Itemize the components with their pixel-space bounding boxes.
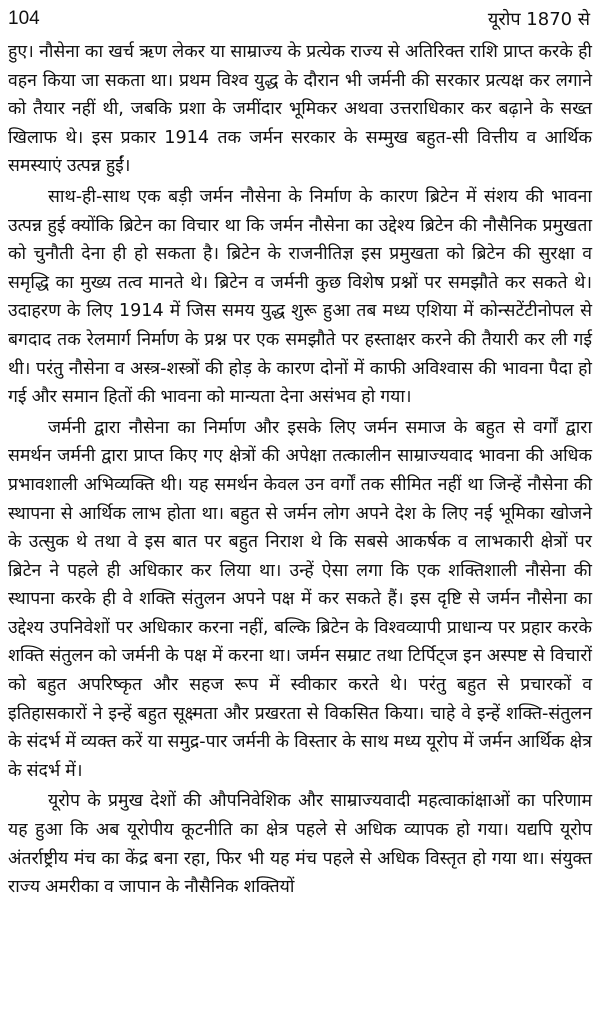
paragraph-3: जर्मनी द्वारा नौसेना का निर्माण और इसके लिए जर्मन समाज के बहुत से वर्गों द्वारा समर्थन जर्मनी द्वारा प्राप्त किए गए क्षेत्रों की अपेक्षा तत्कालीन साम्राज्यवाद भावना की अधिक प्रभावशाली अभिव्यक्ति थी। यह समर्थन केवल उन वर्गों तक सीमित नहीं था जिन्हें नौसेना की स्थापना से आर्थिक लाभ होता था। बहुत से जर्मन लोग अपने देश के लिए नई भूमिका खोजने के उत्सुक थे तथा वे इस बात पर बहुत निराश थे कि सबसे आकर्षक व लाभकारी क्षेत्रों पर ब्रिटेन ने पहले ही अधिकार कर लिया था। उन्हें ऐसा लगा कि एक शक्तिशाली नौसेना की स्थापना करके ही वे शक्ति संतुलन अपने पक्ष में कर सकते हैं। इस दृष्टि से जर्मन नौसेना का उद्देश्य उपनिवेशों पर अधिकार करना नहीं, बल्कि ब्रिटेन के विश्वव्यापी प्राधान्य पर प्रहार करके शक्ति संतुलन को जर्मनी के पक्ष में करना था। जर्मन सम्राट तथा टिर्पिट्ज इन अस्पष्ट से विचारों को बहुत अपरिष्कृत और सहज रूप में स्वीकार करते थे। परंतु बहुत से प्रचारकों व इतिहासकारों ने इन्हें बहुत सूक्ष्मता और प्रखरता से विकसित किया। चाहे वे इन्हें शक्ति-संतुलन के संदर्भ में व्यक्त करें या समुद्र-पार जर्मनी के विस्तार के साथ मध्य यूरोप में जर्मन आर्थिक क्षेत्र के संदर्भ में। [8,417,592,781]
running-head: यूरोप 1870 से [487,9,590,30]
page-number: 104 [8,8,40,29]
paragraph-4: यूरोप के प्रमुख देशों की औपनिवेशिक और साम्राज्यवादी महत्वाकांक्षाओं का परिणाम यह हुआ कि अब यूरोपीय कूटनीति का क्षेत्र पहले से अधिक व्यापक हो गया। यद्यपि यूरोप अंतर्राष्ट्रीय मंच का केंद्र बना रहा, फिर भी यह मंच पहले से अधिक विस्तृत हो गया था। संयुक्त राज्य अमरीका व जापान के नौसैनिक शक्तियों [8,791,592,898]
paragraph-1: हुए। नौसेना का खर्च ऋण लेकर या साम्राज्य के प्रत्येक राज्य से अतिरिक्त राशि प्राप्त करके ही वहन किया जा सकता था। प्रथम विश्व युद्ध के दौरान भी जर्मनी की सरकार प्रत्यक्ष कर लगाने को तैयार नहीं थी, जबकि प्रशा के जमींदार भूमिकर अथवा उत्तराधिकार कर बढ़ाने के सख्त खिलाफ थे। इस प्रकार 1914 तक जर्मन सरकार के सम्मुख बहुत-सी वित्तीय व आर्थिक समस्याएं उत्पन्न हुईं। [8,42,592,177]
page-header [8,4,590,34]
paragraph-2: साथ-ही-साथ एक बड़ी जर्मन नौसेना के निर्माण के कारण ब्रिटेन में संशय की भावना उत्पन्न हुई क्योंकि ब्रिटेन का विचार था कि जर्मन नौसेना का उद्देश्य ब्रिटेन की नौसैनिक प्रमुखता को चुनौती देना ही हो सकता है। ब्रिटेन के राजनीतिज्ञ इस प्रमुखता को ब्रिटेन की सुरक्षा व समृद्धि का मुख्य तत्व मानते थे। ब्रिटेन व जर्मनी कुछ विशेष प्रश्नों पर समझौते कर सकते थे। उदाहरण के लिए 1914 में जिस समय युद्ध शुरू हुआ तब मध्य एशिया में कोन्सटेंटीनोपल से बगदाद तक रेलमार्ग निर्माण के प्रश्न पर एक समझौते पर हस्ताक्षर करने की तैयारी कर ली गई थी। परंतु नौसेना व अस्त्र-शस्त्रों की होड़ के कारण दोनों में काफी अविश्वास की भावना पैदा हो गई और समान हितों की भावना को मान्यता देना असंभव हो गया। [8,186,592,408]
body-text [8,38,592,1020]
